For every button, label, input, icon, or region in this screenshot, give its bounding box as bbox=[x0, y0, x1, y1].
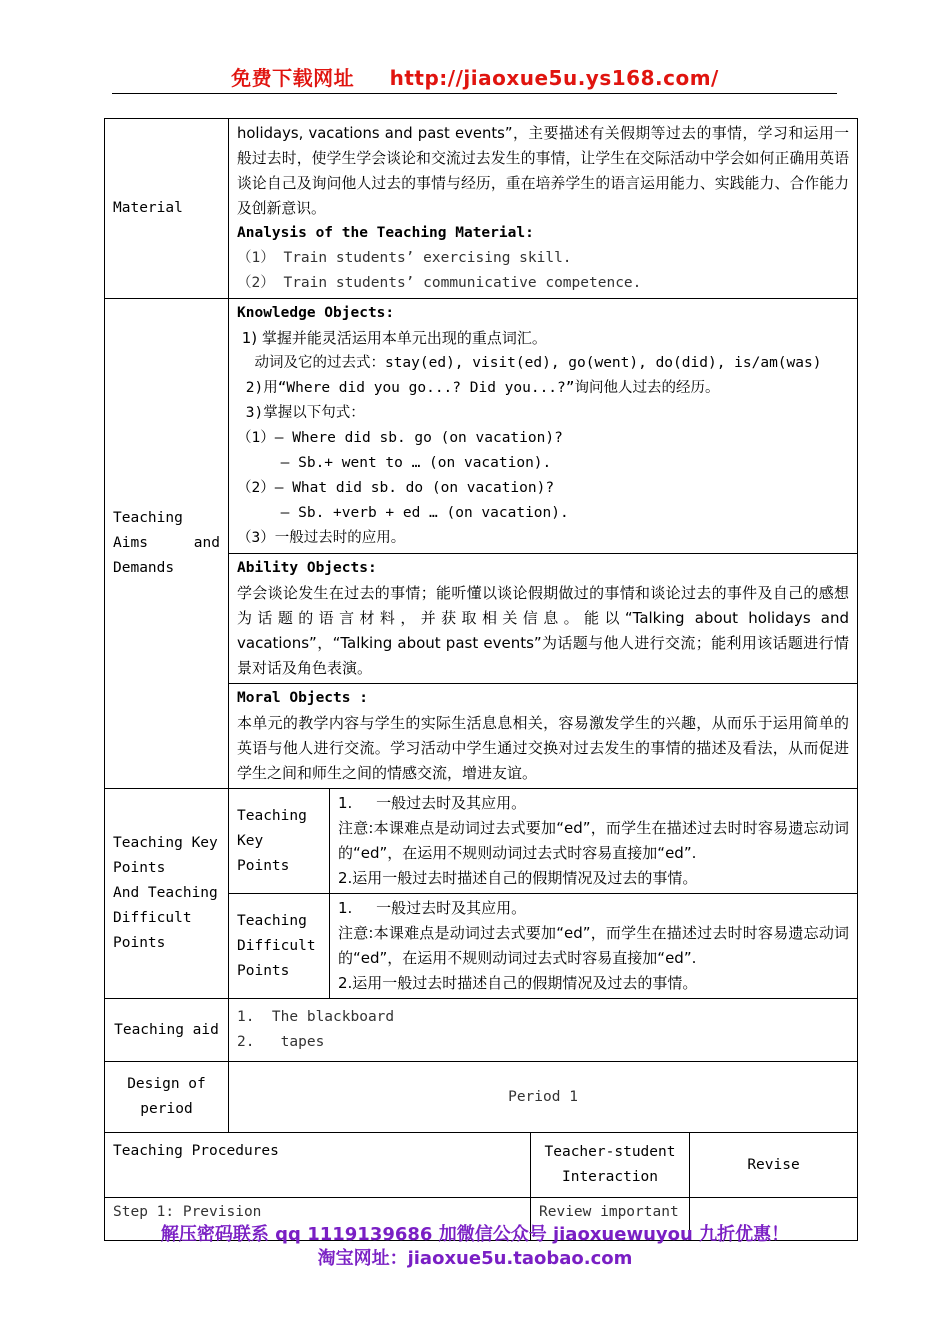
lesson-plan-table bbox=[104, 118, 858, 1241]
knowledge-title: Knowledge Objects: bbox=[237, 305, 395, 321]
interaction-col-line: Interaction bbox=[561, 1169, 659, 1185]
procedures-col-title: Teaching Procedures bbox=[105, 1133, 531, 1198]
revise-col-title: Revise bbox=[690, 1133, 858, 1198]
aims-label-line: Teaching bbox=[113, 510, 183, 526]
key-sub-label bbox=[229, 789, 330, 894]
header-divider bbox=[112, 93, 837, 94]
material-row bbox=[105, 119, 858, 299]
aims-label-word: and bbox=[193, 535, 220, 551]
period-label-line: Design of bbox=[127, 1076, 206, 1092]
knowledge-line: — Sb.+ went to … (on vacation). bbox=[237, 455, 552, 471]
key-points-content bbox=[330, 789, 858, 894]
key-points-label bbox=[105, 789, 229, 999]
ability-title: Ability Objects: bbox=[237, 560, 377, 576]
material-content bbox=[229, 119, 858, 299]
difficult-sub-label bbox=[229, 894, 330, 999]
period-row bbox=[105, 1062, 858, 1133]
ability-text: 学会谈论发生在过去的事情；能听懂以谈论假期做过的事情和谈论过去的事件及自己的感想为话题的语言材料，并获取相关信息。能以“Talking about holidays and vacations”，“Talking about past events”为话题与他人进行交流；能利用该话题进行情景对话及角色表演。 bbox=[237, 584, 850, 677]
procedures-header-row bbox=[105, 1133, 858, 1198]
difficult-points-content bbox=[330, 894, 858, 999]
key-points-label-line: Difficult bbox=[113, 910, 192, 926]
procedure-step: Step 1: Prevision bbox=[105, 1198, 531, 1241]
period-label bbox=[105, 1062, 229, 1133]
interaction-col-title bbox=[531, 1133, 690, 1198]
interaction-col-line: Teacher-student bbox=[544, 1144, 676, 1160]
key-line: 2.运用一般过去时描述自己的假期情况及过去的事情。 bbox=[338, 869, 698, 887]
aims-label-line bbox=[113, 531, 220, 556]
procedure-interaction: Review important bbox=[531, 1198, 690, 1241]
period-label-line: period bbox=[140, 1101, 193, 1117]
analysis-item: （2） Train students’ communicative competence. bbox=[237, 275, 642, 291]
moral-text: 本单元的教学内容与学生的实际生活息息相关，容易激发学生的兴趣，从而乐于运用简单的英语与他人进行交流。学习活动中学生通过交换对过去发生的事情的描述及看法，从而促进学生之间和师生之间的情感交流，增进友谊。 bbox=[237, 714, 850, 782]
aims-label-line: Demands bbox=[113, 560, 175, 576]
aid-item: 1. The blackboard bbox=[237, 1009, 395, 1025]
aims-knowledge-row bbox=[105, 299, 858, 554]
key-sub-label-line: Teaching bbox=[237, 807, 307, 824]
analysis-title: Analysis of the Teaching Material: bbox=[237, 225, 534, 241]
header-banner bbox=[0, 62, 950, 91]
header-url-link[interactable]: http://jiaoxue5u.ys168.com/ bbox=[389, 66, 719, 90]
difficult-sub-label-line: Teaching bbox=[237, 912, 307, 929]
footer-contact: 解压密码联系 qq 1119139686 加微信公众号 jiaoxuewuyou 九折优惠！ bbox=[160, 1224, 790, 1245]
material-label: Material bbox=[105, 119, 229, 299]
teaching-aid-content bbox=[229, 999, 858, 1062]
key-sub-label-line: Key Points bbox=[237, 832, 290, 874]
key-points-label-line: Teaching Key bbox=[113, 835, 218, 851]
teaching-aid-row bbox=[105, 999, 858, 1062]
knowledge-line: （1）— Where did sb. go (on vacation)? bbox=[237, 430, 563, 446]
knowledge-objects bbox=[229, 299, 858, 554]
key-line: 1. 一般过去时及其应用。 bbox=[338, 794, 527, 812]
difficult-line: 2.运用一般过去时描述自己的假期情况及过去的事情。 bbox=[338, 974, 698, 992]
key-line: 注意:本课难点是动词过去式要加“ed”，而学生在描述过去时时容易遗忘动词的“ed”，在运用不规则动词过去式时容易直接加“ed”. bbox=[338, 819, 850, 862]
ability-objects bbox=[229, 554, 858, 684]
moral-objects bbox=[229, 684, 858, 789]
knowledge-line: — Sb. +verb + ed … (on vacation). bbox=[237, 505, 569, 521]
knowledge-line: 动词及它的过去式：stay(ed), visit(ed), go(went), do(did), is/am(was) bbox=[237, 355, 822, 371]
teaching-aid-label: Teaching aid bbox=[105, 999, 229, 1062]
key-points-label-line: Points bbox=[113, 860, 166, 876]
aims-label bbox=[105, 299, 229, 789]
footer-shop-link[interactable]: 淘宝网址：jiaoxue5u.taobao.com bbox=[317, 1248, 633, 1269]
knowledge-line: 3)掌握以下句式： bbox=[237, 405, 365, 421]
aid-item: 2. tapes bbox=[237, 1034, 325, 1050]
key-points-label-line: And Teaching bbox=[113, 885, 218, 901]
analysis-item: （1） Train students’ exercising skill. bbox=[237, 250, 572, 266]
knowledge-line: （2）— What did sb. do (on vacation)? bbox=[237, 480, 555, 496]
key-points-label-line: Points bbox=[113, 935, 166, 951]
difficult-line: 注意:本课难点是动词过去式要加“ed”，而学生在描述过去时时容易遗忘动词的“ed”，在运用不规则动词过去式时容易直接加“ed”. bbox=[338, 924, 850, 967]
knowledge-line: 2)用“Where did you go...? Did you...?”询问他人过去的经历。 bbox=[237, 380, 720, 396]
difficult-line: 1. 一般过去时及其应用。 bbox=[338, 899, 527, 917]
difficult-sub-label-line: Points bbox=[237, 962, 290, 979]
material-intro: holidays, vacations and past events”，主要描述有关假期等过去的事情，学习和运用一般过去时，使学生学会谈论和交流过去发生的事情，让学生在交际活动中学会如何正确用英语谈论自己及询问他人过去的事情与经历，重在培养学生的语言运用能力、实践能力、合作能力及创新意识。 bbox=[237, 125, 850, 217]
knowledge-line: 1) 掌握并能灵活运用本单元出现的重点词汇。 bbox=[237, 329, 547, 347]
knowledge-line: （3）一般过去时的应用。 bbox=[237, 530, 406, 546]
key-points-row bbox=[105, 789, 858, 894]
difficult-sub-label-line: Difficult bbox=[237, 937, 316, 954]
period-value: Period 1 bbox=[229, 1062, 858, 1133]
aims-label-word: Aims bbox=[113, 535, 148, 551]
moral-title: Moral Objects : bbox=[237, 690, 368, 706]
header-label: 免费下载网址 bbox=[231, 66, 355, 90]
